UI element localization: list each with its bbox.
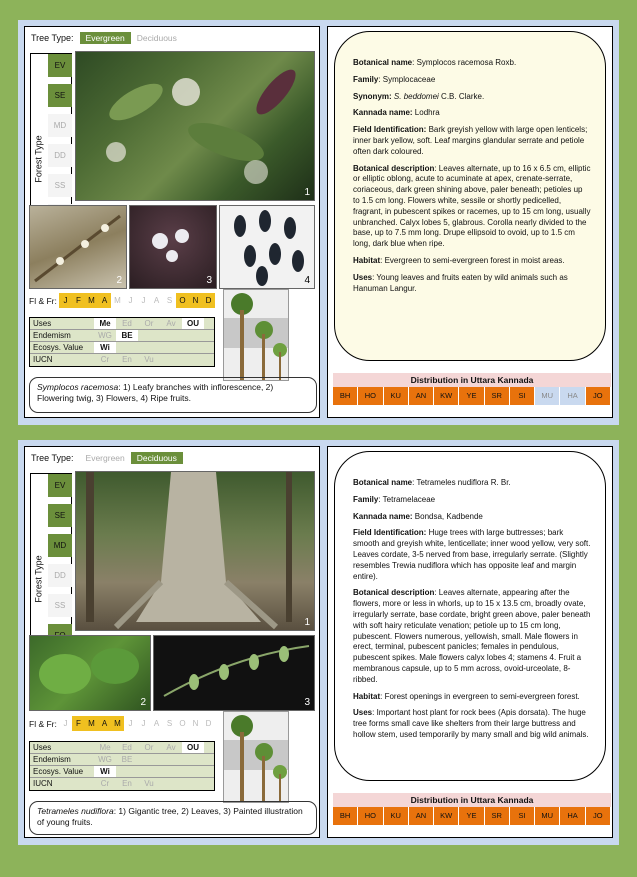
species-card-1 <box>18 20 619 425</box>
attribute-row <box>30 318 214 330</box>
attribute-value: Ed <box>122 319 132 328</box>
caption-species: Symplocos racemosa <box>37 382 119 392</box>
attribute-key: IUCN <box>33 355 53 364</box>
month-cell: D <box>202 293 215 308</box>
forest-type-md: MD <box>48 534 72 557</box>
flfr-label: Fl & Fr: <box>29 295 57 306</box>
distribution-cell-an: AN <box>409 387 434 405</box>
description-heading: Botanical name <box>353 58 413 67</box>
distribution-cell-si: SI <box>510 387 535 405</box>
attribute-value: WG <box>98 331 112 340</box>
description-heading: Habitat <box>353 255 381 265</box>
description-heading: Family <box>353 494 379 504</box>
forest-type-label: Forest Type <box>34 135 45 183</box>
attributes-table <box>29 741 215 791</box>
month-cell: S <box>166 296 173 305</box>
month-strip <box>59 293 215 308</box>
attribute-value: BE <box>121 755 133 764</box>
distribution-cell-ye: YE <box>459 387 484 405</box>
distribution-cell-bh: BH <box>333 807 358 825</box>
distribution-cell-ho: HO <box>358 387 383 405</box>
description-heading: Uses <box>353 272 373 282</box>
left-panel <box>24 26 320 418</box>
left-panel <box>24 446 320 838</box>
distribution-cell-ku: KU <box>384 807 409 825</box>
description-paragraph <box>353 108 591 119</box>
description-heading: Botanical name <box>353 478 413 487</box>
attribute-value: En <box>122 355 132 364</box>
distribution-table <box>333 373 611 405</box>
distribution-cell-ha: HA <box>560 387 585 405</box>
month-cell: A <box>98 716 111 731</box>
forest-type-ev: EV <box>48 474 72 497</box>
description-text: : Leaves alternate, up to 16 x 6.5 cm, elliptic or elliptic oblong, acute to acuminate at apex, crenate-serrate, coriaceous, dark green shining above, paler beneath; petioles up to 1.5 cm long. Flowers white, sessile or shortly pedicelled, fragrant, in pubescent spikes or racemes, up to 15 cm long, usually unbranched. Calyx lobes 5, glabrous. Corolla nearly divided to the base, up to 7.5 mm long. Drupe ellipsoid to ovoid, up to 1.5 cm long, dark blue when ripe. <box>353 163 591 249</box>
photo-number: 1 <box>304 617 310 628</box>
attribute-value: En <box>122 779 132 788</box>
attribute-row <box>30 330 214 342</box>
description-heading: Kannada name: <box>353 108 413 118</box>
photo-1-illustration <box>76 52 315 201</box>
tree-type <box>31 32 183 44</box>
description-paragraph <box>353 75 591 86</box>
attribute-value: Vu <box>144 779 154 788</box>
description-text: : Young leaves and fruits eaten by wild animals such as Hanuman Langur. <box>353 272 568 293</box>
distribution-cell-mu: MU <box>535 387 560 405</box>
caption-species: Tetrameles nudiflora <box>37 806 114 816</box>
distribution-cell-kw: KW <box>434 387 459 405</box>
month-cell: S <box>166 719 173 728</box>
tree-type <box>31 452 183 464</box>
month-cell: J <box>63 719 68 728</box>
description-paragraph <box>353 528 591 582</box>
tree-type-label: Tree Type: <box>31 33 74 43</box>
attribute-value: Vu <box>144 355 154 364</box>
description-paragraph <box>353 256 591 267</box>
attribute-value: Me <box>94 318 116 329</box>
description-box <box>334 31 606 361</box>
description-heading: Uses <box>353 708 373 718</box>
caption-text: : 1) Gigantic tree, 2) Leaves, 3) Painted illustration of young fruits. <box>37 806 303 828</box>
description-paragraph <box>353 58 591 69</box>
attribute-row <box>30 766 214 778</box>
photo-ripe-fruits <box>219 205 315 289</box>
photo-leaves <box>29 635 151 711</box>
distribution-cell-kw: KW <box>434 807 459 825</box>
distribution-table <box>333 793 611 825</box>
tree-type-deciduous: Deciduous <box>131 452 183 464</box>
description-paragraph <box>353 164 591 250</box>
tree-type-evergreen: Evergreen <box>80 32 131 44</box>
forest-type-dd: DD <box>48 564 72 587</box>
photo-leafy-branches <box>75 51 315 201</box>
month-cell: O <box>179 719 186 728</box>
description-paragraph <box>353 708 591 740</box>
attribute-value: Wi <box>94 342 116 353</box>
description-text: : Symplocos racemosa Roxb. <box>412 58 517 67</box>
attribute-key: Endemism <box>33 331 71 340</box>
description-paragraph <box>353 478 591 489</box>
attribute-value: BE <box>116 330 138 341</box>
description-heading: Kannada name: <box>353 511 413 521</box>
attribute-key: Ecosys. Value <box>33 767 84 776</box>
photo-painted-fruits <box>153 635 315 711</box>
photo-number: 2 <box>140 697 146 708</box>
attribute-row <box>30 342 214 354</box>
description-paragraph <box>353 92 591 103</box>
month-cell: F <box>72 716 85 731</box>
description-text: : Forest openings in evergreen to semi-evergreen forest. <box>380 691 580 701</box>
attribute-value: Av <box>166 319 176 328</box>
description-text: : Symplocaceae <box>378 74 436 84</box>
description-box <box>334 451 606 781</box>
attribute-row <box>30 778 214 790</box>
month-cell: D <box>205 719 212 728</box>
month-cell: J <box>128 719 133 728</box>
photo-number: 3 <box>304 697 310 708</box>
attribute-value: OU <box>182 318 204 329</box>
attribute-row <box>30 354 214 366</box>
month-cell: J <box>141 296 146 305</box>
flowering-fruiting-months <box>29 292 215 309</box>
distribution-cell-an: AN <box>409 807 434 825</box>
description-text: : Tetrameles nudiflora R. Br. <box>412 478 511 487</box>
photo-gigantic-tree <box>75 471 315 631</box>
description-paragraph <box>353 273 591 295</box>
flfr-label: Fl & Fr: <box>29 718 57 729</box>
photo-caption <box>29 377 317 413</box>
month-cell: J <box>59 293 72 308</box>
month-cell: O <box>176 293 189 308</box>
attribute-value: Cr <box>100 355 110 364</box>
species-card-2 <box>18 440 619 845</box>
photo-caption <box>29 801 317 835</box>
description-text: Lodhra <box>412 108 440 118</box>
month-cell: M <box>114 296 121 305</box>
attribute-value: Me <box>99 743 111 752</box>
month-cell: N <box>192 719 199 728</box>
distribution-cell-ye: YE <box>459 807 484 825</box>
forest-type-ss: SS <box>48 594 72 617</box>
description-heading: Family <box>353 74 379 84</box>
photo-number: 2 <box>116 275 122 286</box>
attribute-value: Av <box>166 743 176 752</box>
month-cell: J <box>128 296 133 305</box>
distribution-cell-mu: MU <box>535 807 560 825</box>
attribute-key: Ecosys. Value <box>33 343 84 352</box>
description-heading: Habitat <box>353 691 381 701</box>
attribute-key: IUCN <box>33 779 53 788</box>
description-text: : Important host plant for rock bees (Apis dorsata). The huge tree forms small cave like shelters from their large buttress and hollow stem, used temporarily by many small and big wild animals. <box>353 708 589 739</box>
attribute-key: Endemism <box>33 755 71 764</box>
month-cell: F <box>72 293 85 308</box>
description-paragraph <box>353 125 591 157</box>
attribute-key: Uses <box>33 319 52 328</box>
tree-type-deciduous: Deciduous <box>136 33 177 43</box>
photo-number: 3 <box>206 275 212 286</box>
attribute-row <box>30 742 214 754</box>
description-text: : Leaves alternate, appearing after the flowers, more or less in whorls, up to 15 x 13.5 cm, broadly ovate, irregularly serrate, base cordate, bright green above, paler beneath with soft hairy reticulate venation; petiole up to 15 cm long, pubescent. Flowers numerous, yellowish, small. Male flowers in erect, terminal, pubescent panicles; females in pendulous, pubescent spikes. Male flowers calyx lobes 4; stamens 4. Fruit a membranous capsule, up to 5 mm across, ovoid-urceolate, 8-ribbed. <box>353 588 591 684</box>
distribution-cell-ku: KU <box>384 387 409 405</box>
description-paragraph <box>353 512 591 523</box>
description-heading: Field Identification: <box>353 125 427 135</box>
forest-type-ss: SS <box>48 174 72 197</box>
distribution-cell-jo: JO <box>586 807 611 825</box>
distribution-cell-sr: SR <box>485 387 510 405</box>
distribution-cell-ho: HO <box>358 807 383 825</box>
description-text: Bondsa, Kadbende <box>412 511 483 521</box>
attribute-value: Or <box>144 743 154 752</box>
caption-text: : 1) Leafy branches with inflorescence, 2) Flowering twig, 3) Flowers, 4) Ripe fruits. <box>37 382 274 404</box>
description-text: : Evergreen to semi-evergreen forest in moist areas. <box>380 255 565 265</box>
month-strip <box>59 716 215 731</box>
description-text: Bark greyish yellow with large open lenticels; inner bark yellow, soft. Leaf margins glandular serrate and petiole often dark coloured. <box>353 125 588 156</box>
photo-flowers <box>129 205 217 289</box>
description-heading: Synonym: <box>353 91 392 101</box>
attribute-value: Cr <box>100 779 110 788</box>
photo-number: 1 <box>304 187 310 198</box>
month-cell: N <box>189 293 202 308</box>
month-cell: J <box>141 719 146 728</box>
tree-type-evergreen: Evergreen <box>85 453 125 463</box>
attribute-value: Ed <box>122 743 132 752</box>
distribution-cell-bh: BH <box>333 387 358 405</box>
forest-type-label: Forest Type <box>34 555 45 603</box>
description-paragraph <box>353 588 591 685</box>
forest-type-se: SE <box>48 84 72 107</box>
month-cell: A <box>98 293 111 308</box>
description-heading: Botanical description <box>353 163 435 173</box>
description-paragraph <box>353 495 591 506</box>
forest-type-md: MD <box>48 114 72 137</box>
attribute-row <box>30 754 214 766</box>
forest-layer-diagram <box>223 289 289 381</box>
distribution-cell-si: SI <box>510 807 535 825</box>
tree-type-label: Tree Type: <box>31 453 74 463</box>
month-cell: M <box>111 716 124 731</box>
month-cell: M <box>85 293 98 308</box>
forest-type-se: SE <box>48 504 72 527</box>
description-text: : Tetramelaceae <box>378 494 436 504</box>
attributes-table <box>29 317 215 367</box>
attribute-key: Uses <box>33 743 52 752</box>
forest-type-ev: EV <box>48 54 72 77</box>
distribution-title: Distribution in Uttara Kannada <box>333 373 611 387</box>
distribution-cell-ha: HA <box>560 807 585 825</box>
photo-flowering-twig <box>29 205 127 289</box>
description-paragraph <box>353 692 591 703</box>
attribute-value: WG <box>98 755 112 764</box>
distribution-cell-sr: SR <box>485 807 510 825</box>
right-panel <box>327 26 613 418</box>
attribute-value: Or <box>144 319 154 328</box>
description-text: Huge trees with large buttresses; bark smooth and greyish white, lenticellate; inner wood yellow, very soft. Leaves cordate, 3-5 nerved from base, irregularly serrate. (Slightly resembles Trewia nudiflora which has opposite leaf and margin entire). <box>353 528 591 581</box>
description-heading: Botanical description <box>353 588 435 598</box>
distribution-cell-jo: JO <box>586 387 611 405</box>
flowering-fruiting-months <box>29 715 215 732</box>
description-italic: S. beddomei <box>393 91 439 101</box>
distribution-title: Distribution in Uttara Kannada <box>333 793 611 807</box>
description-text: C.B. Clarke. <box>438 91 485 101</box>
attribute-value: OU <box>182 742 204 753</box>
month-cell: M <box>85 716 98 731</box>
month-cell: A <box>153 719 160 728</box>
attribute-value: Wi <box>94 766 116 777</box>
description-heading: Field Identification: <box>353 528 427 538</box>
photo-number: 4 <box>304 275 310 286</box>
right-panel <box>327 446 613 838</box>
month-cell: A <box>153 296 160 305</box>
forest-layer-diagram <box>223 711 289 803</box>
forest-type-dd: DD <box>48 144 72 167</box>
